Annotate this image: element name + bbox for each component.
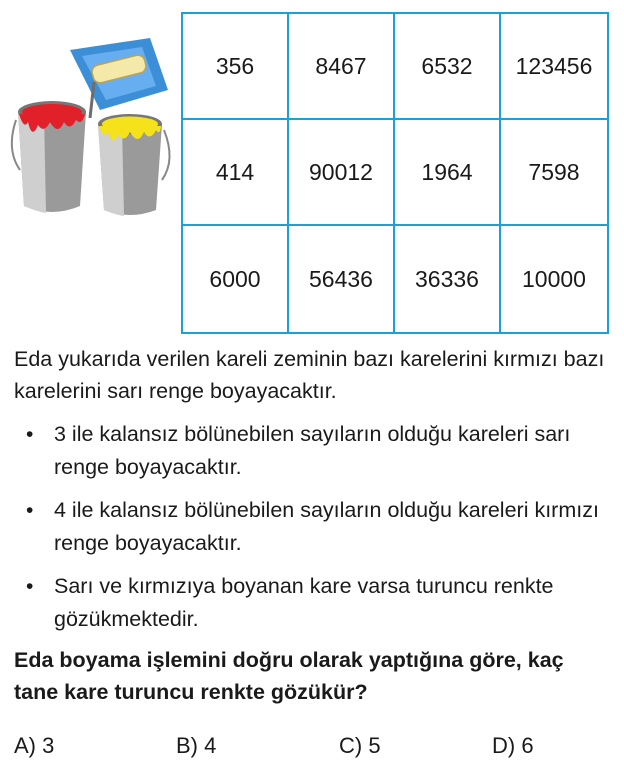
- option-c[interactable]: C) 5: [339, 733, 381, 758]
- grid-cell: 414: [183, 120, 289, 226]
- grid-cell: 6000: [183, 226, 289, 332]
- grid-cell: 1964: [395, 120, 501, 226]
- rule-text: 4 ile kalansız bölünebilen sayıların olduğu kareleri kırmızı renge boyayacaktır.: [54, 498, 599, 555]
- option-d[interactable]: D) 6: [492, 733, 534, 758]
- grid-cell: 6532: [395, 14, 501, 120]
- grid-cell: 7598: [501, 120, 607, 226]
- grid-cell: 10000: [522, 265, 586, 292]
- bullet-icon: •: [26, 423, 34, 446]
- option-b[interactable]: B) 4: [176, 733, 217, 758]
- grid-cell: 356: [183, 14, 289, 120]
- bullet-icon: •: [26, 575, 34, 598]
- paint-buckets-illustration: [10, 30, 180, 220]
- intro-paragraph: Eda yukarıda verilen kareli zeminin bazı karelerini kırmızı bazı karelerini sarı renge boyayacaktır.: [14, 347, 605, 403]
- rules-list: [26, 418, 612, 646]
- answer-options: [14, 733, 614, 765]
- grid-cell: 8467: [289, 14, 395, 120]
- bullet-icon: •: [26, 499, 34, 522]
- grid-cell: 90012: [289, 120, 395, 226]
- list-item: [26, 570, 612, 636]
- rule-text: 3 ile kalansız bölünebilen sayıların olduğu kareleri sarı renge boyayacaktır.: [54, 422, 571, 479]
- grid-cell: 36336: [395, 226, 501, 332]
- list-item: [26, 494, 612, 560]
- number-grid: [181, 12, 609, 334]
- grid-cell: 56436: [289, 226, 395, 332]
- rule-text: Sarı ve kırmızıya boyanan kare varsa turuncu renkte gözükmektedir.: [54, 574, 554, 631]
- list-item: [26, 418, 612, 484]
- option-a[interactable]: A) 3: [14, 733, 55, 758]
- grid-cell: 123456: [501, 14, 607, 120]
- question-text: Eda boyama işlemini doğru olarak yaptığına göre, kaç tane kare turuncu renkte gözükür?: [14, 648, 564, 704]
